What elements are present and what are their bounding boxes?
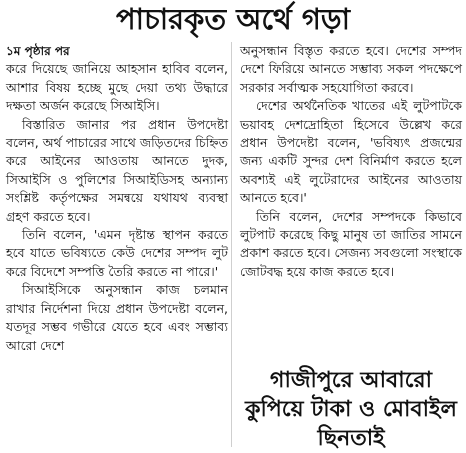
left-paragraph-1: করে দিয়েছে জানিয়ে আহসান হাবিব বলেন, আশার বিষয় হচ্ছে মুছে দেয়া তথ্য উদ্ধারে দক্ষতা অর্জন করেছে সিআইসি। [6, 61, 228, 114]
sub-headline: গাজীপুরে আবারো কুপিয়ে টাকা ও মোবাইল ছিনতাই [245, 368, 457, 451]
right-paragraph-3: তিনি বলেন, দেশের সম্পদকে কিভাবে লুটপাট করেছে কিছু মানুষ তা জাতির সামনে প্রকাশ করতে হবে। সেজন্য সবগুলো সংস্থাকে জোটবদ্ধ হয়ে কাজ করতে হবে। [240, 208, 462, 279]
right-paragraph-2: দেশের অর্থনৈতিক খাতের এই লুটপাটকে ভয়াবহ দেশদ্রোহিতা হিসেবে উল্লেখ করে প্রধান উপদেষ্টা বলেন, 'ভবিষ্যৎ প্রজন্মের জন্য একটি সুন্দর দেশ বিনির্মাণ করতে হলে অবশ্যই এই লুটেরাদের আইনের আওতায় আনতে হবে।' [240, 98, 462, 206]
continued-from-label: ১ম পৃষ্ঠার পর [6, 44, 70, 58]
left-column [6, 42, 228, 355]
left-paragraph-2: বিস্তারিত জানার পর প্রধান উপদেষ্টা বলেন, অর্থ পাচারের সাথে জড়িতদের চিহ্নিত করে আইনের আওতায় আনতে দুদক, সিআইসি ও পুলিশের সিআইডিসহ অন্যান্য সংশ্লিষ্ট কর্তৃপক্ষের সমন্বয়ে যথাযথ ব্যবস্থা গ্রহণ করতে হবে। [6, 116, 228, 224]
right-paragraph-1: অনুসন্ধান বিস্তৃত করতে হবে। দেশের সম্পদ দেশে ফিরিয়ে আনতে সম্ভাব্য সকল পদক্ষেপে সরকার সর্বাত্মক সহযোগিতা করবে। [240, 43, 462, 95]
left-paragraph-4: সিআইসিকে অনুসন্ধান কাজ চলমান রাখার নির্দেশনা দিয়ে প্রধান উপদেষ্টা বলেন, যতদূর সম্ভব গভীরে যেতে হবে এবং সম্ভাব্য আরো দেশে [6, 282, 228, 353]
left-paragraph-3: তিনি বলেন, 'এমন দৃষ্টান্ত স্থাপন করতে হবে যাতে ভবিষ্যতে কেউ দেশের সম্পদ লুট করে বিদেশে সম্পত্তি তৈরি করতে না পারে।' [6, 227, 228, 279]
headline: পাচারকৃত অর্থে গড়া [115, 2, 351, 36]
right-column [240, 42, 462, 281]
column-divider [231, 42, 232, 447]
